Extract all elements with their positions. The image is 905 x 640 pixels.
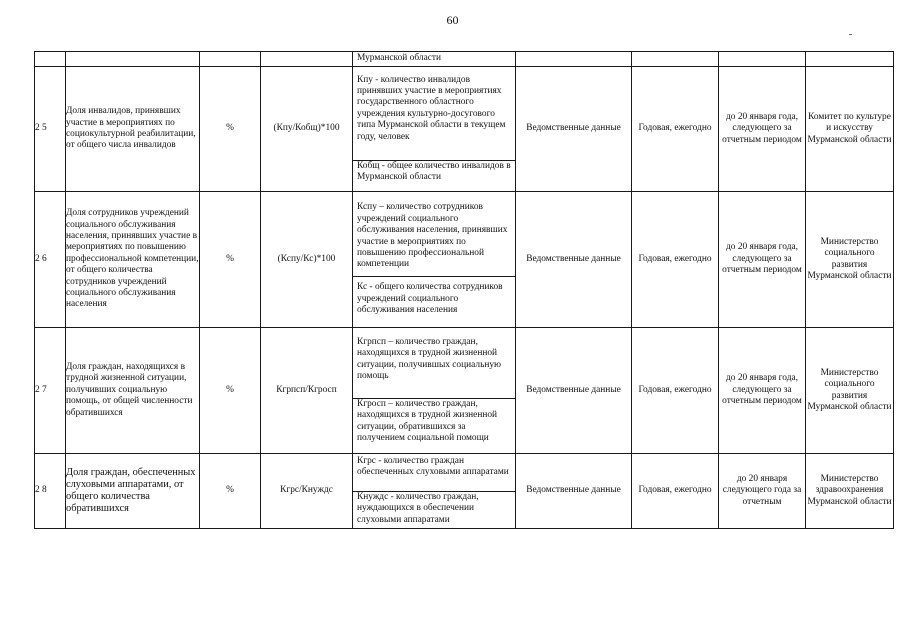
deadline: до 20 января года, следующего за отчетным периодом bbox=[719, 67, 806, 192]
definition-text: Мурманской области bbox=[357, 53, 442, 64]
table-row bbox=[35, 67, 894, 192]
responsible-body: Комитет по культуре и искусству Мурманской области bbox=[806, 67, 894, 192]
definition-text: Кгрс - количество граждан обеспеченных слуховыми аппаратами bbox=[357, 455, 509, 478]
indicator-name: Доля сотрудников учреждений социального обслуживания населения, принявших участие в мероприятиях по повышению профессиональной компетенции, от общего количества сотрудников учреждений социального обслуживания населения bbox=[66, 192, 200, 328]
deadline-cell bbox=[719, 52, 806, 67]
data-source: Ведомственные данные bbox=[516, 192, 632, 328]
definition-text: Кнуждс - количество граждан, нуждающихся в обеспечении слуховыми аппаратами bbox=[353, 491, 515, 526]
table-row bbox=[35, 454, 894, 529]
definition-text: Кпу - количество инвалидов принявших участие в мероприятиях государственного областного учреждения культурно-досугового типа Мурманской области в текущем году, человек bbox=[357, 74, 506, 142]
responsible-body: Министерство здравоохранения Мурманской области bbox=[806, 454, 894, 529]
formula: Кгрпсп/Кгросп bbox=[261, 328, 353, 454]
unit: % bbox=[200, 454, 261, 529]
definition-text: Кгросп – количество граждан, находящихся в трудной жизненной ситуации, обратившихся за получением социальной помощи bbox=[353, 398, 515, 445]
row-number: 2 5 bbox=[35, 67, 66, 192]
data-source: Ведомственные данные bbox=[516, 328, 632, 454]
frequency: Годовая, ежегодно bbox=[632, 328, 719, 454]
definition-text: Кс - общего количества сотрудников учреждений социального обслуживания населения bbox=[353, 276, 515, 316]
page-number: 60 bbox=[446, 13, 459, 27]
indicator-name: Доля граждан, обеспеченных слуховыми аппаратами, от общего количества обратившихся bbox=[66, 454, 200, 529]
definitions-cell bbox=[353, 52, 516, 67]
table-row bbox=[35, 328, 894, 454]
frequency: Годовая, ежегодно bbox=[632, 454, 719, 529]
deadline: до 20 января года, следующего за отчетным периодом bbox=[719, 192, 806, 328]
table-row bbox=[35, 192, 894, 328]
definitions-cell bbox=[353, 328, 516, 454]
definition-text: Кгрпсп – количество граждан, находящихся в трудной жизненной ситуации, получившых социальную помощь bbox=[357, 336, 502, 381]
definition-text: Кобщ - общее количество инвалидов в Мурманской области bbox=[353, 160, 515, 184]
row-number: 2 6 bbox=[35, 192, 66, 328]
scan-mark bbox=[849, 34, 852, 35]
frequency-cell bbox=[632, 52, 719, 67]
unit-cell bbox=[200, 52, 261, 67]
frequency: Годовая, ежегодно bbox=[632, 192, 719, 328]
formula: (Кпу/Кобщ)*100 bbox=[261, 67, 353, 192]
unit: % bbox=[200, 67, 261, 192]
definitions-cell bbox=[353, 192, 516, 328]
responsible-body: Министерство социального развития Мурманской области bbox=[806, 328, 894, 454]
num-cell bbox=[35, 52, 66, 67]
continuation-row bbox=[35, 52, 894, 67]
deadline: до 20 января следующего года за отчетным bbox=[719, 454, 806, 529]
data-source: Ведомственные данные bbox=[516, 454, 632, 529]
unit: % bbox=[200, 192, 261, 328]
indicator-name: Доля инвалидов, принявших участие в мероприятиях по социокультурной реабилитации, от общего числа инвалидов bbox=[66, 67, 200, 192]
indicator-cell bbox=[66, 52, 200, 67]
indicators-table bbox=[34, 51, 894, 529]
formula-cell bbox=[261, 52, 353, 67]
definitions-cell bbox=[353, 67, 516, 192]
row-number: 2 7 bbox=[35, 328, 66, 454]
row-number: 2 8 bbox=[35, 454, 66, 529]
frequency: Годовая, ежегодно bbox=[632, 67, 719, 192]
source-cell bbox=[516, 52, 632, 67]
definitions-cell bbox=[353, 454, 516, 529]
data-source: Ведомственные данные bbox=[516, 67, 632, 192]
indicator-name: Доля граждан, находящихся в трудной жизненной ситуации, получивших социальную помощь, от общей численности обратившихся bbox=[66, 328, 200, 454]
responsible-cell bbox=[806, 52, 894, 67]
formula: Кгрс/Кнуждс bbox=[261, 454, 353, 529]
unit: % bbox=[200, 328, 261, 454]
definition-text: Кспу – количество сотрудников учреждений социального обслуживания населения, принявших участие в мероприятиях по повышению профессиональной компетенции bbox=[357, 202, 508, 270]
formula: (Кспу/Кс)*100 bbox=[261, 192, 353, 328]
responsible-body: Министерство социального развития Мурманской области bbox=[806, 192, 894, 328]
deadline: до 20 января года, следующего за отчетным периодом bbox=[719, 328, 806, 454]
